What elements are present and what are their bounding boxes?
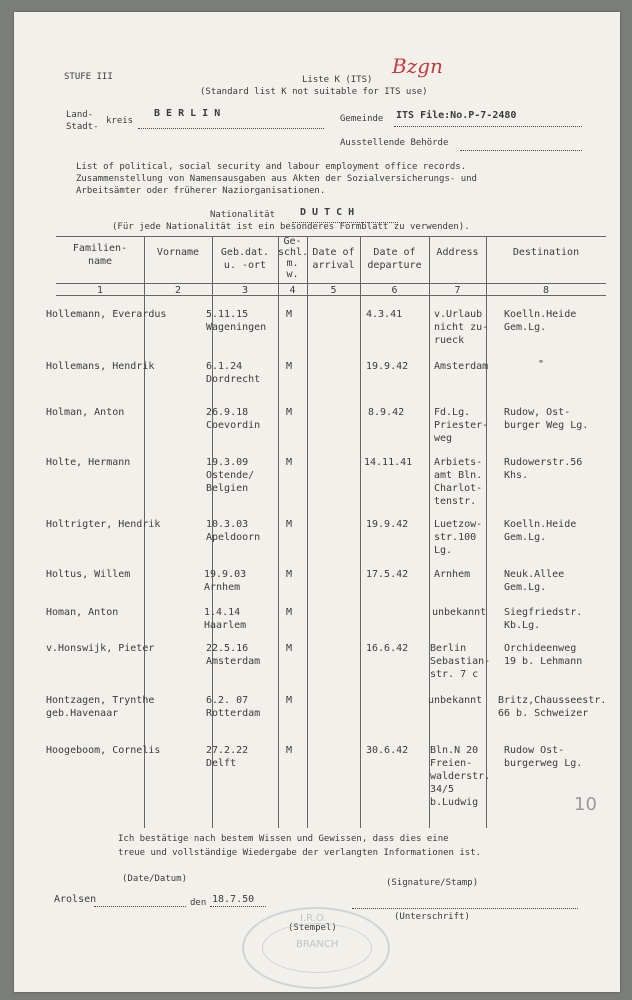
pencil-page-number: 10 xyxy=(574,794,597,815)
date-value: 18.7.50 xyxy=(212,894,255,905)
header-date-of-arrival: Date of arrival xyxy=(312,247,355,271)
nationality-label: Nationalität xyxy=(210,210,276,220)
row-birth: 19.9.03 Arnhem xyxy=(204,569,247,593)
row-destination: Rudowerstr.56 Khs. xyxy=(504,457,583,481)
row-destination: Koelln.Heide Gem.Lg. xyxy=(504,309,577,333)
col-number-2: 2 xyxy=(174,285,182,296)
unterschrift-label: (Unterschrift) xyxy=(394,912,470,922)
stadt-label: Stadt- xyxy=(66,122,99,132)
row-birth: 27.2.22 Delft xyxy=(206,745,249,769)
row-address: unbekannt xyxy=(428,695,483,706)
header-address: Address xyxy=(436,247,479,258)
den-label: den xyxy=(190,898,207,908)
row-birth: 10.3.03 Apeldoorn xyxy=(206,519,261,543)
header-destination: Destination xyxy=(512,247,580,258)
row-address: Luetzow- str.100 Lg. xyxy=(434,519,483,556)
row-departure: 19.9.42 xyxy=(366,519,409,530)
header-geb-dat: Geb.dat. u. -ort xyxy=(220,247,270,271)
col-number-5: 5 xyxy=(330,285,337,296)
row-sex: M xyxy=(286,309,293,320)
row-name: Homan, Anton xyxy=(46,607,119,618)
nationality-note: (Für jede Nationalität ist ein besonderes Formblatt zu verwenden). xyxy=(112,222,470,232)
gemeinde-label: Gemeinde xyxy=(340,114,384,124)
land-label: Land- xyxy=(66,110,94,120)
row-departure: 8.9.42 xyxy=(368,407,405,418)
row-destination: Orchideenweg 19 b. Lehmann xyxy=(504,643,583,667)
col-number-3: 3 xyxy=(241,285,249,296)
row-sex: M xyxy=(286,361,293,372)
row-sex: M xyxy=(286,745,293,756)
row-sex: M xyxy=(286,607,293,618)
row-departure: 30.6.42 xyxy=(366,745,409,756)
kreis-label: kreis xyxy=(106,116,134,126)
row-name: v.Honswijk, Pieter xyxy=(46,643,155,654)
row-address: unbekannt xyxy=(432,607,487,618)
liste-title: Liste K (ITS) xyxy=(302,75,373,85)
stamp-mid-text: BRANCH xyxy=(296,939,339,950)
row-address: Arnhem xyxy=(434,569,471,580)
col-number-8: 8 xyxy=(542,285,550,296)
row-name: Hollemans, Hendrik xyxy=(46,361,155,372)
row-departure: 17.5.42 xyxy=(366,569,409,580)
document-page xyxy=(14,12,620,992)
row-sex: M xyxy=(286,643,293,654)
row-departure: 14.11.41 xyxy=(364,457,413,468)
row-sex: M xyxy=(286,457,293,468)
row-departure: 16.6.42 xyxy=(366,643,409,654)
row-birth: 1.4.14 Haarlem xyxy=(204,607,247,631)
row-address: v.Urlaub nicht zu- rueck xyxy=(434,309,489,346)
row-birth: 5.11.15 Wageningen xyxy=(206,309,267,333)
row-name: Holtus, Willem xyxy=(46,569,131,580)
iro-stamp xyxy=(242,907,390,989)
header-date-of-departure: Date of departure xyxy=(367,247,422,271)
row-name: Holte, Hermann xyxy=(46,457,131,468)
nationality-value: D U T C H xyxy=(300,207,355,218)
kreis-value: B E R L I N xyxy=(154,108,221,119)
header-familienname: Familien- name xyxy=(72,243,128,267)
row-destination: Siegfriedstr. Kb.Lg. xyxy=(504,607,583,631)
row-address: Fd.Lg. Priester- weg xyxy=(434,407,489,444)
row-birth: 6.1.24 Dordrecht xyxy=(206,361,261,385)
row-name: Holman, Anton xyxy=(46,407,125,418)
col-number-1: 1 xyxy=(96,285,104,296)
description-line-3: Arbeitsämter oder früherer Naziorganisationen. xyxy=(76,186,326,196)
description-line-2: Zusammenstellung von Namensausgaben aus Akten der Sozialversicherungs- und xyxy=(76,174,477,184)
row-destination: Neuk.Allee Gem.Lg. xyxy=(504,569,565,593)
row-destination: Koelln.Heide Gem.Lg. xyxy=(504,519,577,543)
col-number-7: 7 xyxy=(454,285,461,296)
row-name: Hontzagen, Trynthe geb.Havenaar xyxy=(46,695,155,719)
row-address: Arbiets- amt Bln. Charlot- tenstr. xyxy=(434,457,483,507)
behoerde-label: Ausstellende Behörde xyxy=(340,138,449,148)
row-departure: 4.3.41 xyxy=(366,309,403,320)
header-geschlecht: Ge- schl. m. w. xyxy=(278,236,309,280)
signature-label: (Signature/Stamp) xyxy=(386,878,479,888)
row-departure: 19.9.42 xyxy=(366,361,409,372)
header-vorname: Vorname xyxy=(156,247,200,258)
confirmation-line-1: Ich bestätige nach bestem Wissen und Gewissen, dass dies eine xyxy=(118,834,449,844)
stempel-label: (Stempel) xyxy=(288,923,337,933)
handwritten-annotation: Bzgn xyxy=(392,54,443,78)
date-label: (Date/Datum) xyxy=(122,874,188,884)
liste-note: (Standard list K not suitable for ITS use) xyxy=(200,87,428,97)
col-number-6: 6 xyxy=(391,285,398,296)
row-sex: M xyxy=(286,695,293,706)
its-file-number: ITS File:No.P-7-2480 xyxy=(396,110,517,121)
row-address: Bln.N 20 Freien- walderstr. 34/5 b.Ludwig xyxy=(430,745,491,808)
row-address: Amsterdam xyxy=(434,361,489,372)
row-destination: " xyxy=(538,359,545,370)
row-sex: M xyxy=(286,519,293,530)
row-sex: M xyxy=(286,569,293,580)
description-line-1: List of political, social security and labour employment office records. xyxy=(76,162,467,172)
stufe-label: STUFE III xyxy=(64,72,113,82)
row-destination: Rudow, Ost- burger Weg Lg. xyxy=(504,407,589,431)
place-value: Arolsen xyxy=(54,894,97,905)
row-name: Hoogeboom, Cornelis xyxy=(46,745,161,756)
row-sex: M xyxy=(286,407,293,418)
row-name: Hollemann, Everardus xyxy=(46,309,167,320)
stamp-top-text: I.R.O. xyxy=(300,913,327,924)
row-birth: 26.9.18 Coevordin xyxy=(206,407,261,431)
row-name: Holtrigter, Hendrik xyxy=(46,519,161,530)
row-address: Berlin Sebastian- str. 7 c xyxy=(430,643,491,680)
row-destination: Rudow Ost- burgerweg Lg. xyxy=(504,745,583,769)
row-birth: 22.5.16 Amsterdam xyxy=(206,643,261,667)
col-number-4: 4 xyxy=(289,285,296,296)
row-destination: Britz,Chausseestr. 66 b. Schweizer xyxy=(498,695,607,719)
row-birth: 19.3.09 Ostende/ Belgien xyxy=(206,457,255,494)
confirmation-line-2: treue und vollständige Wiedergabe der verlangten Informationen ist. xyxy=(118,848,482,858)
row-birth: 6.2. 07 Rotterdam xyxy=(206,695,261,719)
